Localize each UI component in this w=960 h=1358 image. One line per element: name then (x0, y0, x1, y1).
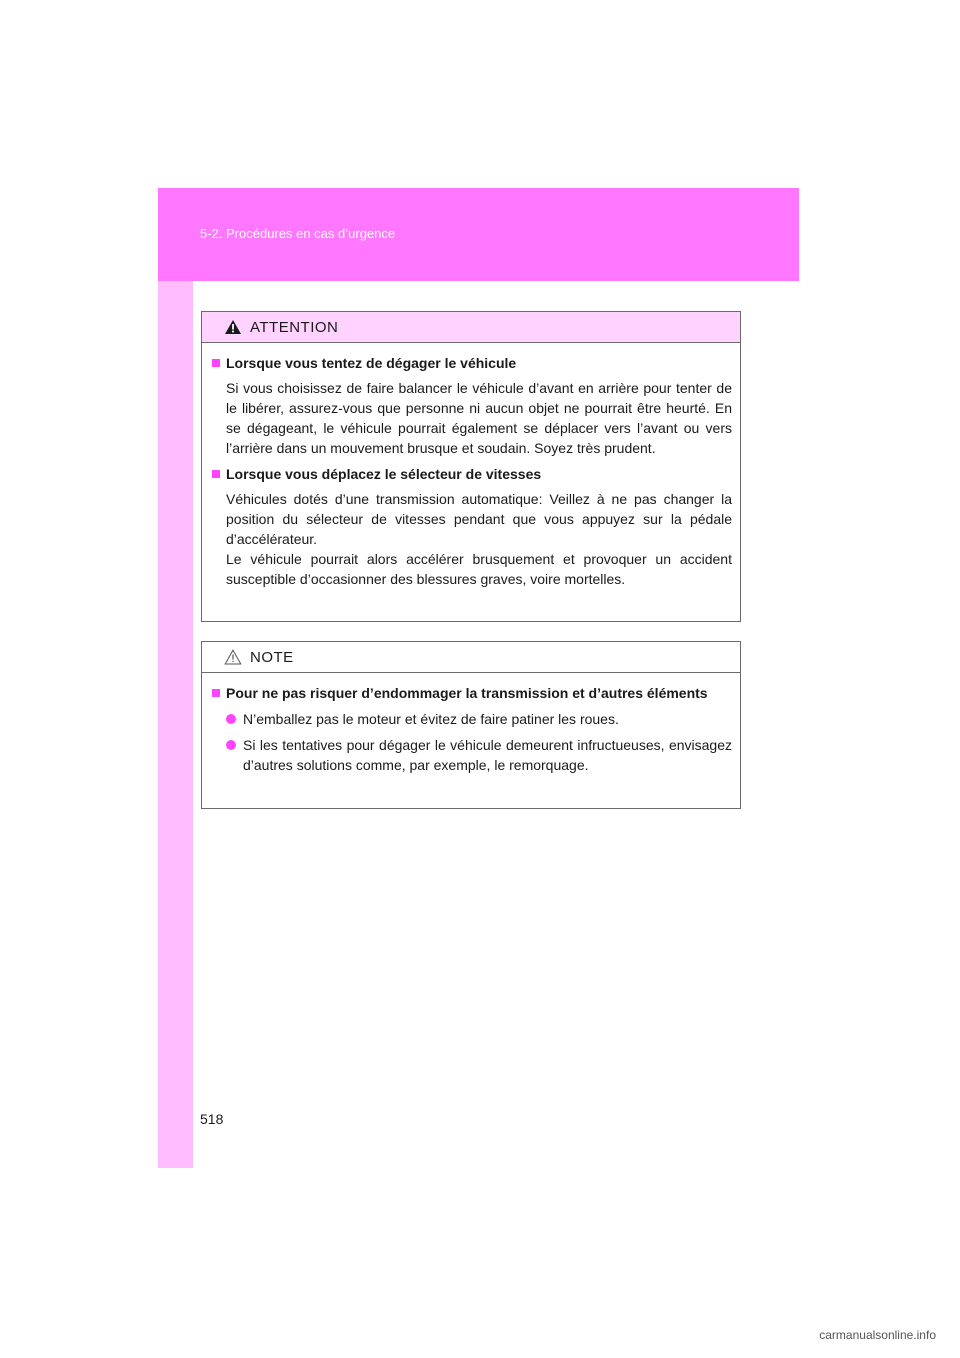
round-bullet-icon (226, 714, 236, 724)
attention-body (202, 343, 740, 589)
note-heading: Pour ne pas risquer d’endommager la transmission et d’autres éléments (212, 683, 732, 703)
page-number: 518 (200, 1111, 224, 1127)
note-body (202, 673, 740, 775)
list-item: Si les tentatives pour dégager le véhicule demeurent infructueuses, envisagez d’autres solutions comme, par exemple, le remorquage. (226, 735, 732, 775)
caution-outline-icon (224, 649, 242, 665)
note-header (202, 642, 740, 673)
footer-watermark[interactable]: carmanualsonline.info (819, 1328, 936, 1342)
round-bullet-icon (226, 740, 236, 750)
list-item: N’emballez pas le moteur et évitez de faire patiner les roues. (226, 709, 732, 729)
side-strip (158, 281, 193, 1168)
attention-box (201, 311, 741, 622)
section-title: 5-2. Procédures en cas d’urgence (200, 226, 396, 241)
attention-paragraph: Véhicules dotés d’une transmission automatique: Veillez à ne pas changer la position du sélecteur de vitesses pendant que vous appuyez sur la pédale d’accélérateur. (226, 491, 732, 547)
warning-icon (224, 319, 242, 335)
square-bullet-icon (212, 359, 220, 367)
attention-paragraph: Si vous choisissez de faire balancer le véhicule d’avant en arrière pour tenter de le libérer, assurez-vous que personne ni aucun objet ne pourrait être heurté. En se dégageant, le véhicule pourrait également se déplacer vers l’avant ou vers l’arrière dans un mouvement brusque et soudain. Soyez très prudent. (226, 380, 732, 456)
attention-title: ATTENTION (250, 318, 339, 336)
note-title: NOTE (250, 648, 294, 666)
square-bullet-icon (212, 470, 220, 478)
attention-heading-2: Lorsque vous déplacez le sélecteur de vitesses (212, 464, 732, 484)
attention-paragraph: Le véhicule pourrait alors accélérer brusquement et provoquer un accident susceptible d’occasionner des blessures graves, voire mortelles. (226, 551, 732, 587)
note-box (201, 641, 741, 809)
attention-heading-1: Lorsque vous tentez de dégager le véhicule (212, 353, 732, 373)
square-bullet-icon (212, 689, 220, 697)
attention-header (202, 312, 740, 343)
